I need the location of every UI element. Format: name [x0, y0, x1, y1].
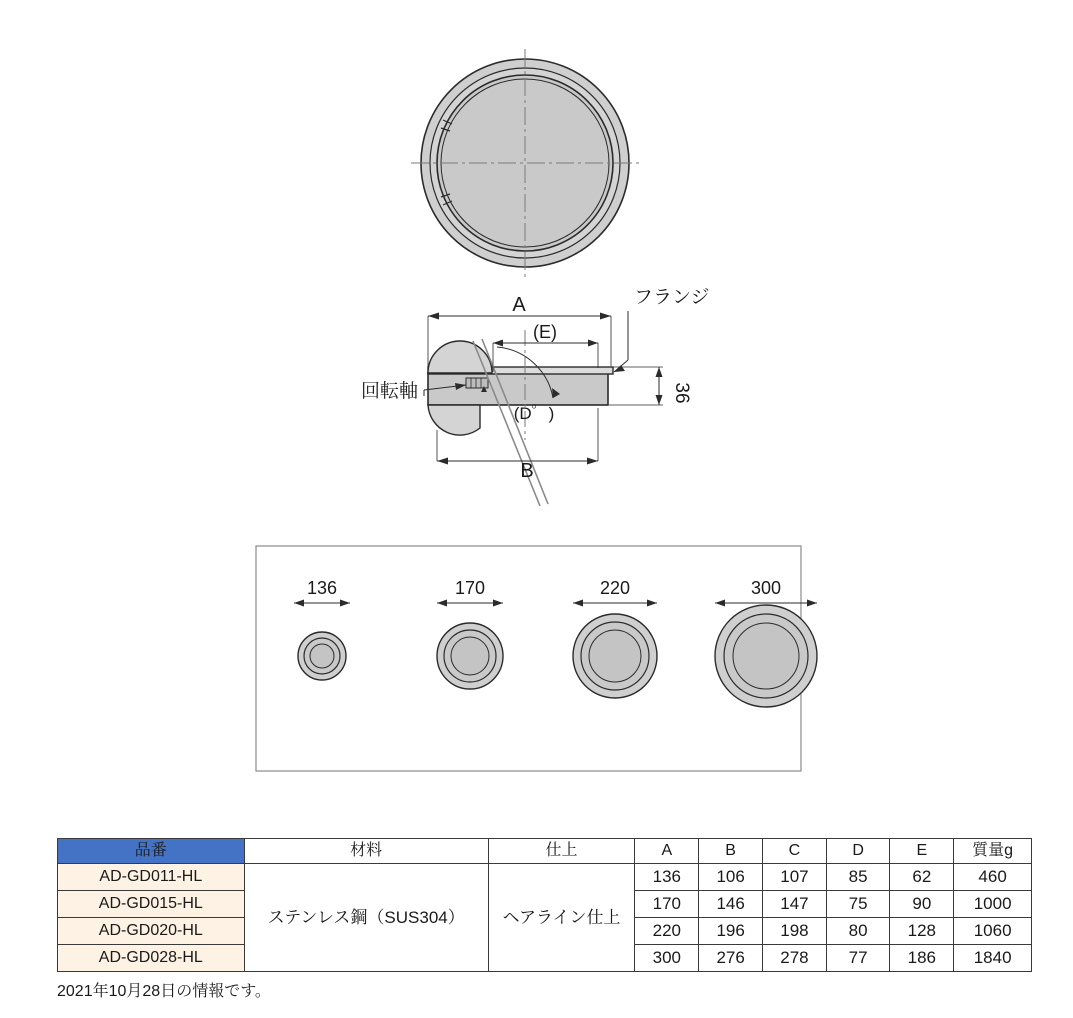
dim-b-label: B	[520, 460, 534, 482]
header-finish: 仕上	[488, 839, 635, 864]
flange-label: フランジ	[634, 287, 710, 308]
header-part-no: 品番	[58, 839, 245, 864]
spec-table-container	[57, 838, 1032, 972]
cell-c: 147	[763, 891, 827, 918]
cell-a: 170	[635, 891, 699, 918]
cell-e: 62	[890, 864, 954, 891]
cell-material: ステンレス鋼（SUS304）	[244, 864, 488, 972]
table-row	[58, 864, 1032, 891]
dim-d-label: (D゜)	[513, 404, 555, 423]
cell-weight: 1000	[954, 891, 1032, 918]
table-header-row	[58, 839, 1032, 864]
cell-finish: ヘアライン仕上	[488, 864, 635, 972]
cell-c: 278	[763, 945, 827, 972]
cell-a: 300	[635, 945, 699, 972]
cell-e: 128	[890, 918, 954, 945]
cell-c: 198	[763, 918, 827, 945]
cell-part-no: AD-GD028-HL	[58, 945, 245, 972]
cell-weight: 1840	[954, 945, 1032, 972]
cell-b: 146	[699, 891, 763, 918]
dim-height-label: 36	[671, 382, 692, 404]
cell-e: 90	[890, 891, 954, 918]
section-view	[361, 287, 710, 506]
size-label-220: 220	[599, 578, 631, 598]
header-e: E	[890, 839, 954, 864]
cell-a: 136	[635, 864, 699, 891]
cell-b: 276	[699, 945, 763, 972]
cell-d: 77	[826, 945, 890, 972]
cell-weight: 460	[954, 864, 1032, 891]
dim-a-label: A	[512, 294, 526, 316]
cell-b: 106	[699, 864, 763, 891]
dim-e-label: (E)	[533, 322, 557, 342]
cell-a: 220	[635, 918, 699, 945]
header-weight: 質量g	[954, 839, 1032, 864]
header-b: B	[699, 839, 763, 864]
spec-table	[57, 838, 1032, 972]
size-label-170: 170	[454, 578, 486, 598]
header-a: A	[635, 839, 699, 864]
top-view-circle	[411, 49, 639, 277]
cell-part-no: AD-GD015-HL	[58, 891, 245, 918]
cell-part-no: AD-GD020-HL	[58, 918, 245, 945]
cell-d: 80	[826, 918, 890, 945]
cell-c: 107	[763, 864, 827, 891]
header-d: D	[826, 839, 890, 864]
header-material: 材料	[244, 839, 488, 864]
rotation-axis-label: 回転軸	[360, 381, 418, 402]
cell-part-no: AD-GD011-HL	[58, 864, 245, 891]
cell-b: 196	[699, 918, 763, 945]
cell-d: 75	[826, 891, 890, 918]
size-comparison-panel	[256, 546, 817, 771]
header-c: C	[763, 839, 827, 864]
size-label-300: 300	[750, 578, 782, 598]
information-date-note: 2021年10月28日の情報です。	[57, 983, 271, 1000]
cell-weight: 1060	[954, 918, 1032, 945]
size-label-136: 136	[306, 578, 338, 598]
cell-d: 85	[826, 864, 890, 891]
cell-e: 186	[890, 945, 954, 972]
